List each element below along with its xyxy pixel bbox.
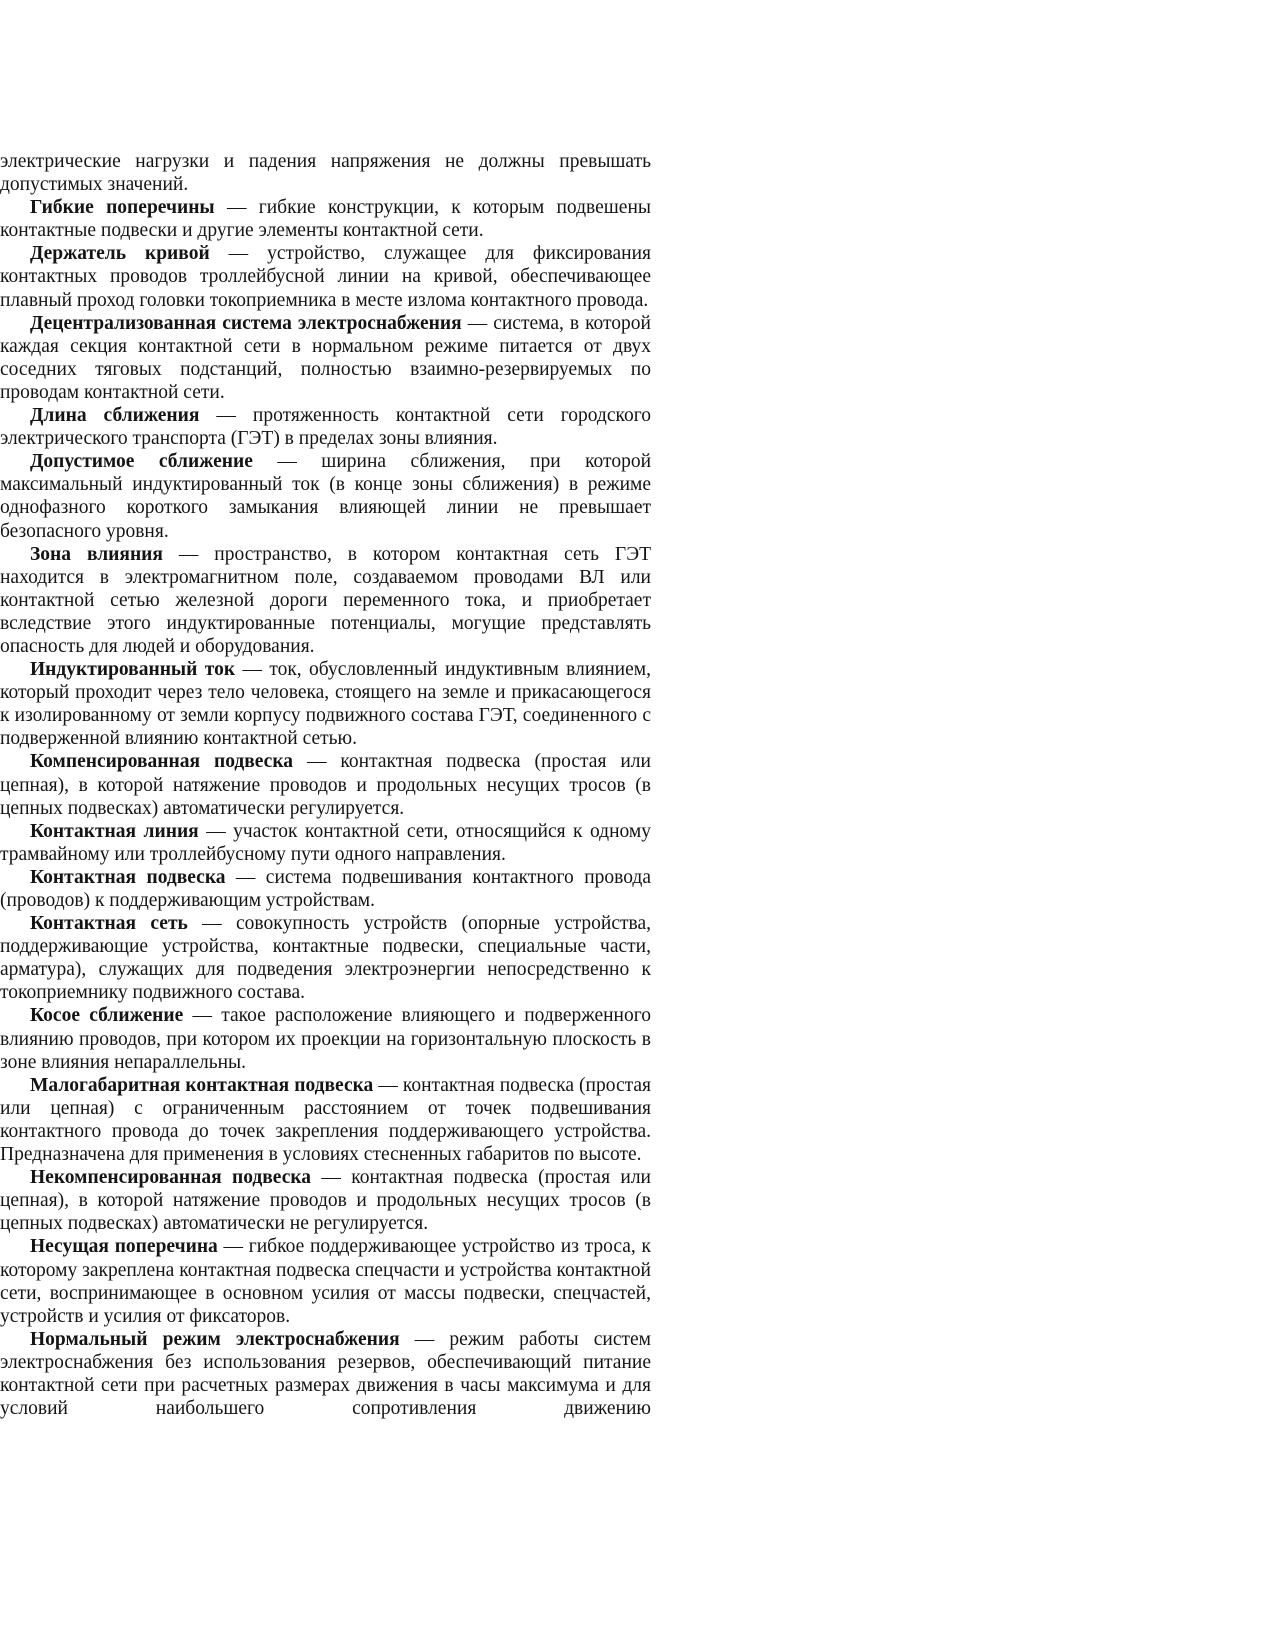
entry-paragraph (0, 242, 651, 311)
entry-term: Компенсированная подвеска (30, 751, 294, 773)
entry-definition: — пространство, в котором контактная сеть ГЭТ находится в электромагнитном поле, создаваемом проводами ВЛ или контактной сетью железной дороги переменного тока, и приобретает вследствие этого индуктированные потенциалы, могущие представлять опасность для людей и оборудования. (0, 543, 651, 657)
entry-paragraph (0, 750, 651, 819)
entry-paragraph (0, 1166, 651, 1235)
entry-definition: — контактная подвеска (простая или цепная), в которой натяжение проводов и продольных несущих тросов (в цепных подвесках) автоматически не регулируется. (0, 1167, 651, 1235)
entry-paragraph (0, 196, 651, 242)
entry-paragraph (0, 404, 651, 450)
entry-term: Некомпенсированная подвеска (30, 1167, 312, 1189)
entry-term: Гибкие поперечины (30, 197, 215, 219)
entry-paragraph (0, 820, 651, 866)
entry-term: Индуктированный ток (30, 659, 236, 681)
entry-paragraph (0, 866, 651, 912)
entry-definition: — такое расположение влияющего и подверженного влиянию проводов, при котором их проекции на горизонтальную плоскость в зоне влияния непараллельны. (0, 1005, 651, 1073)
glossary-column (0, 150, 651, 1420)
entry-term: Несущая поперечина (30, 1236, 218, 1258)
entry-definition: — режим работы систем электроснабжения без использования резервов, обеспечивающий питание контактной сети при расчетных размерах движения в часы максимума и для условий наибольшего сопротивления движению (0, 1328, 652, 1420)
entry-term: Длина сближения (30, 405, 200, 427)
entry-definition: — контактная подвеска (простая или цепная) с ограниченным расстоянием от точек подвешивания контактного провода до точек закрепления поддерживающего устройства. Предназначена для применения в условиях стесненных габаритов по высоте. (0, 1074, 651, 1166)
entry-term: Допустимое сближение (30, 451, 253, 473)
entry-term: Контактная линия (30, 820, 199, 842)
entry-definition: — система подвешивания контактного провода (проводов) к поддерживающим устройствам. (0, 866, 651, 911)
entry-definition: — совокупность устройств (опорные устройства, поддерживающие устройства, контактные подвески, специальные части, арматура), служащих для подведения электроэнергии непосредственно к токоприемнику подвижного состава. (0, 913, 651, 1004)
entry-definition: — гибкое поддерживающее устройство из троса, к которому закреплена контактная подвеска спецчасти и устройства контактной сети, воспринимающее в основном усилия от массы подвески, спецчастей, устройств и усилия от фиксаторов. (0, 1236, 651, 1327)
entry-term: Контактная сеть (30, 913, 188, 935)
entry-term: Держатель кривой (30, 243, 210, 265)
entry-term: Малогабаритная контактная подвеска (30, 1074, 374, 1096)
entry-paragraph (0, 450, 651, 542)
entry-definition: — контактная подвеска (простая или цепная), в которой натяжение проводов и продольных несущих тросов (в цепных подвесках) автоматически регулируется. (0, 751, 651, 819)
entry-term: Зона влияния (30, 543, 163, 565)
entry-definition: — ток, обусловленный индуктивным влиянием, который проходит через тело человека, стоящего на земле и прикасающегося к изолированному от земли корпусу подвижного состава ГЭТ, соединенного с подверженной влиянию контактной сетью. (0, 659, 651, 750)
entry-paragraph (0, 1328, 651, 1420)
entry-definition: — гибкие конструкции, к которым подвешены контактные подвески и другие элементы контактной сети. (0, 197, 651, 242)
entry-definition: — система, в которой каждая секция контактной сети в нормальном режиме питается от двух соседних тяговых подстанций, полностью взаимно-резервируемых по проводам контактной сети. (0, 312, 651, 403)
entry-term: Нормальный режим электроснабжения (30, 1328, 400, 1350)
entry-paragraph (0, 1235, 651, 1327)
entry-term: Децентрализованная система электроснабжения (30, 312, 462, 334)
entry-definition: — ширина сближения, при которой максимальный индуктированный ток (в конце зоны сближения) в режиме однофазного короткого замыкания влияющей линии не превышает безопасного уровня. (0, 451, 652, 542)
continuation-paragraph: электрические нагрузки и падения напряжения не должны превышать допустимых значений. (0, 151, 651, 196)
entry-paragraph (0, 1004, 651, 1073)
entry-paragraph (0, 543, 651, 658)
entry-definition: — протяженность контактной сети городского электрического транспорта (ГЭТ) в пределах зоны влияния. (0, 405, 652, 450)
entry-definition: — участок контактной сети, относящийся к одному трамвайному или троллейбусному пути одного направления. (0, 820, 651, 865)
entry-paragraph (0, 658, 651, 750)
entry-paragraph (0, 912, 651, 1004)
entry-term: Косое сближение (30, 1005, 184, 1027)
entry-definition: — устройство, служащее для фиксирования контактных проводов троллейбусной линии на кривой, обеспечивающее плавный проход головки токоприемника в месте излома контактного провода. (0, 243, 651, 311)
entry-term: Контактная подвеска (30, 866, 226, 888)
entry-paragraph (0, 312, 651, 404)
entry-paragraph (0, 1074, 651, 1166)
